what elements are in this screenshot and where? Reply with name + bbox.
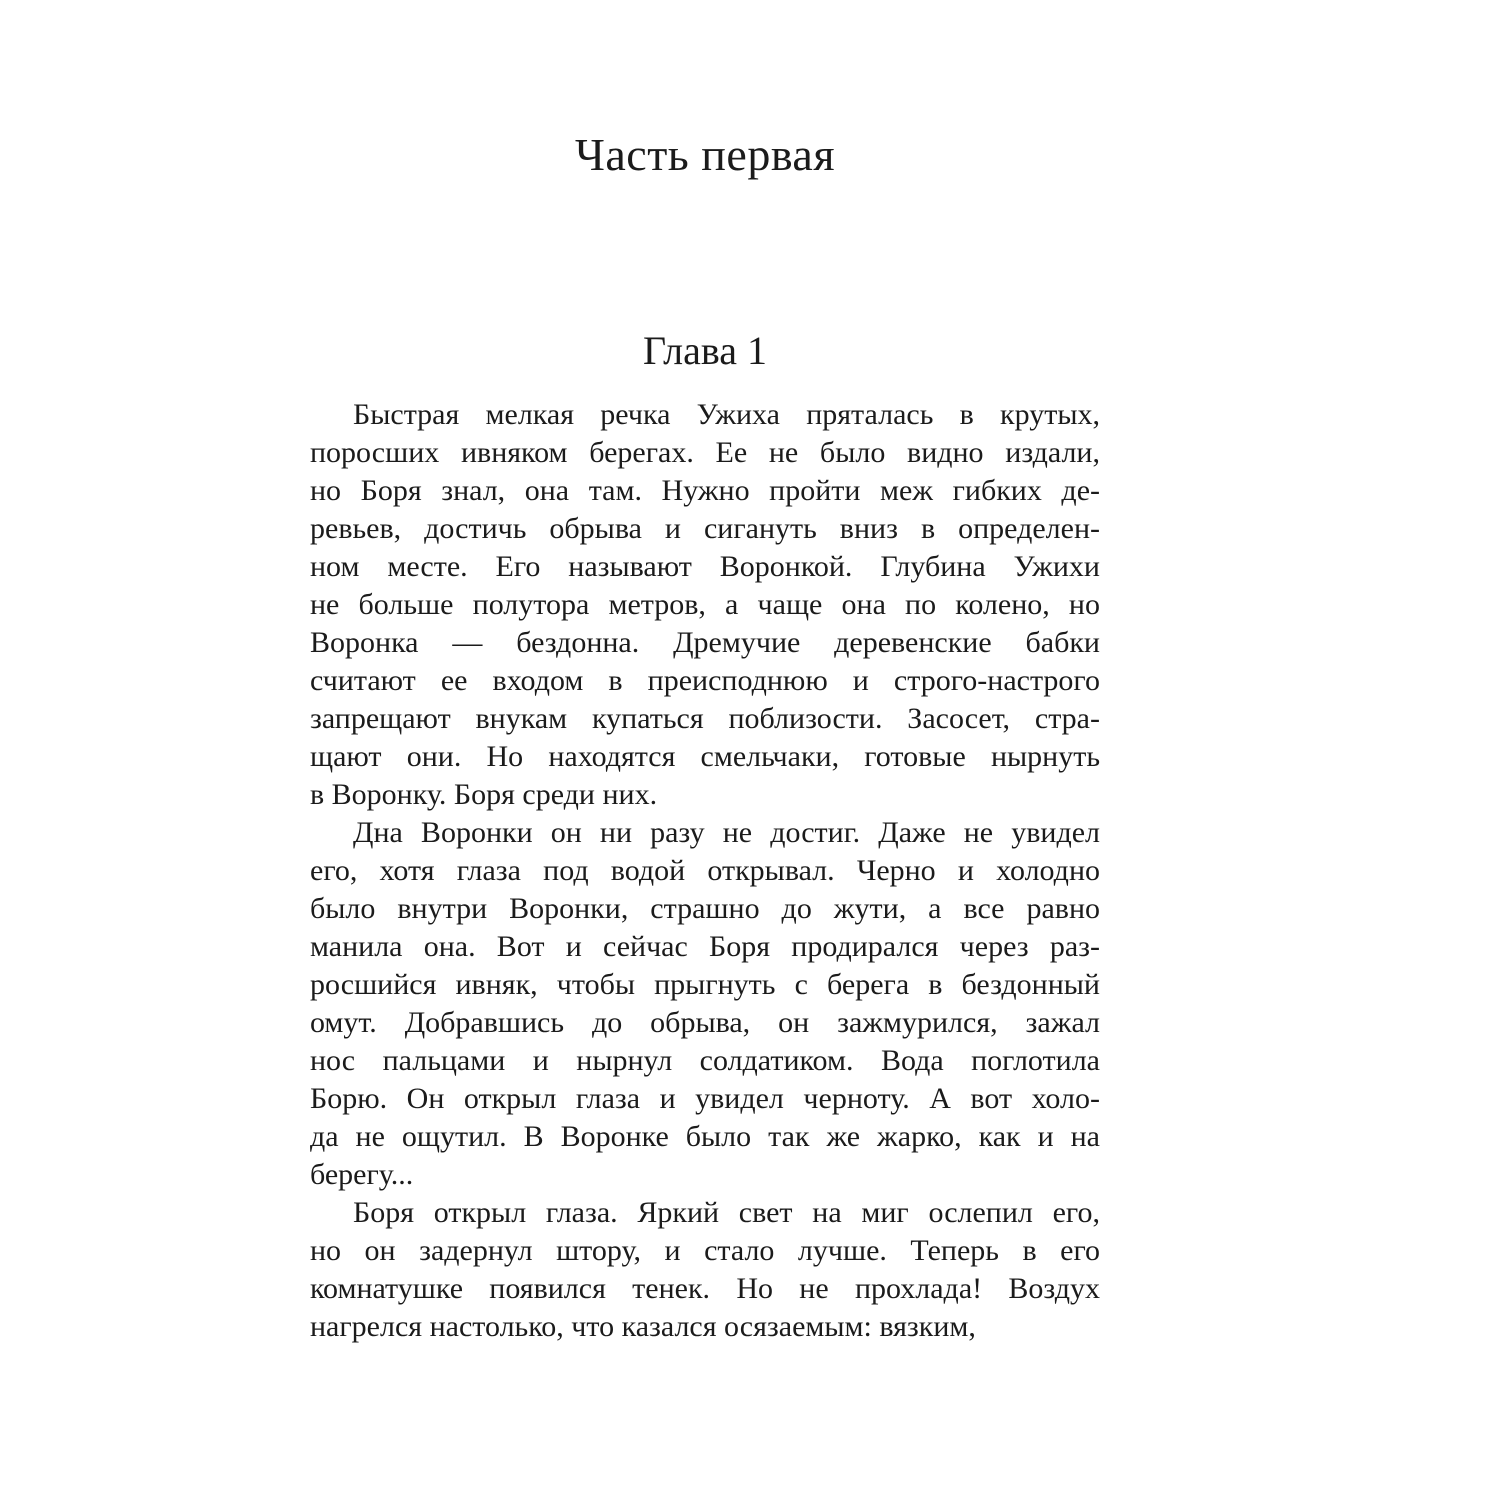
text-line: комнатушке появился тенек. Но не прохлада! Воздух xyxy=(310,1272,1100,1305)
part-title: Часть первая xyxy=(574,129,836,180)
text-line: запрещают внукам купаться поблизости. Засосет, стра- xyxy=(310,702,1100,735)
text-line: Боря открыл глаза. Яркий свет на миг ослепил его, xyxy=(353,1196,1100,1229)
text-line: Быстрая мелкая речка Ужиха пряталась в крутых, xyxy=(353,398,1100,431)
text-line: ревьев, достичь обрыва и сигануть вниз в определен- xyxy=(310,512,1100,545)
text-line: Дна Воронки он ни разу не достиг. Даже не увидел xyxy=(353,816,1100,849)
text-line: поросших ивняком берегах. Ее не было видно издали, xyxy=(310,436,1100,469)
text-line: омут. Добравшись до обрыва, он зажмурился, зажал xyxy=(310,1006,1100,1039)
text-line: берегу... xyxy=(310,1158,414,1191)
text-line: его, хотя глаза под водой открывал. Черно и холодно xyxy=(310,854,1100,887)
text-line: Борю. Он открыл глаза и увидел черноту. А вот холо- xyxy=(310,1082,1100,1115)
text-line: ном месте. Его называют Воронкой. Глубина Ужихи xyxy=(310,550,1100,583)
text-line: нос пальцами и нырнул солдатиком. Вода поглотила xyxy=(310,1044,1100,1077)
text-line: манила она. Вот и сейчас Боря продирался через раз- xyxy=(310,930,1100,963)
text-line: но он задернул штору, и стало лучше. Теперь в его xyxy=(310,1234,1100,1267)
text-line: не больше полутора метров, а чаще она по колено, но xyxy=(310,588,1100,621)
text-line: считают ее входом в преисподнюю и строго-настрого xyxy=(310,664,1100,697)
text-line: было внутри Воронки, страшно до жути, а все равно xyxy=(310,892,1100,925)
body-text xyxy=(310,396,1100,1346)
text-line: нагрелся настолько, что казался осязаемым: вязким, xyxy=(310,1310,976,1343)
text-line: в Воронку. Боря среди них. xyxy=(310,778,658,811)
text-line: да не ощутил. В Воронке было так же жарко, как и на xyxy=(310,1120,1100,1153)
text-line: Воронка — бездонна. Дремучие деревенские бабки xyxy=(310,626,1100,659)
text-line: щают они. Но находятся смельчаки, готовые нырнуть xyxy=(310,740,1100,773)
text-line: росшийся ивняк, чтобы прыгнуть с берега в бездонный xyxy=(310,968,1100,1001)
chapter-title: Глава 1 xyxy=(643,328,767,373)
text-line: но Боря знал, она там. Нужно пройти меж гибких де- xyxy=(310,474,1100,507)
